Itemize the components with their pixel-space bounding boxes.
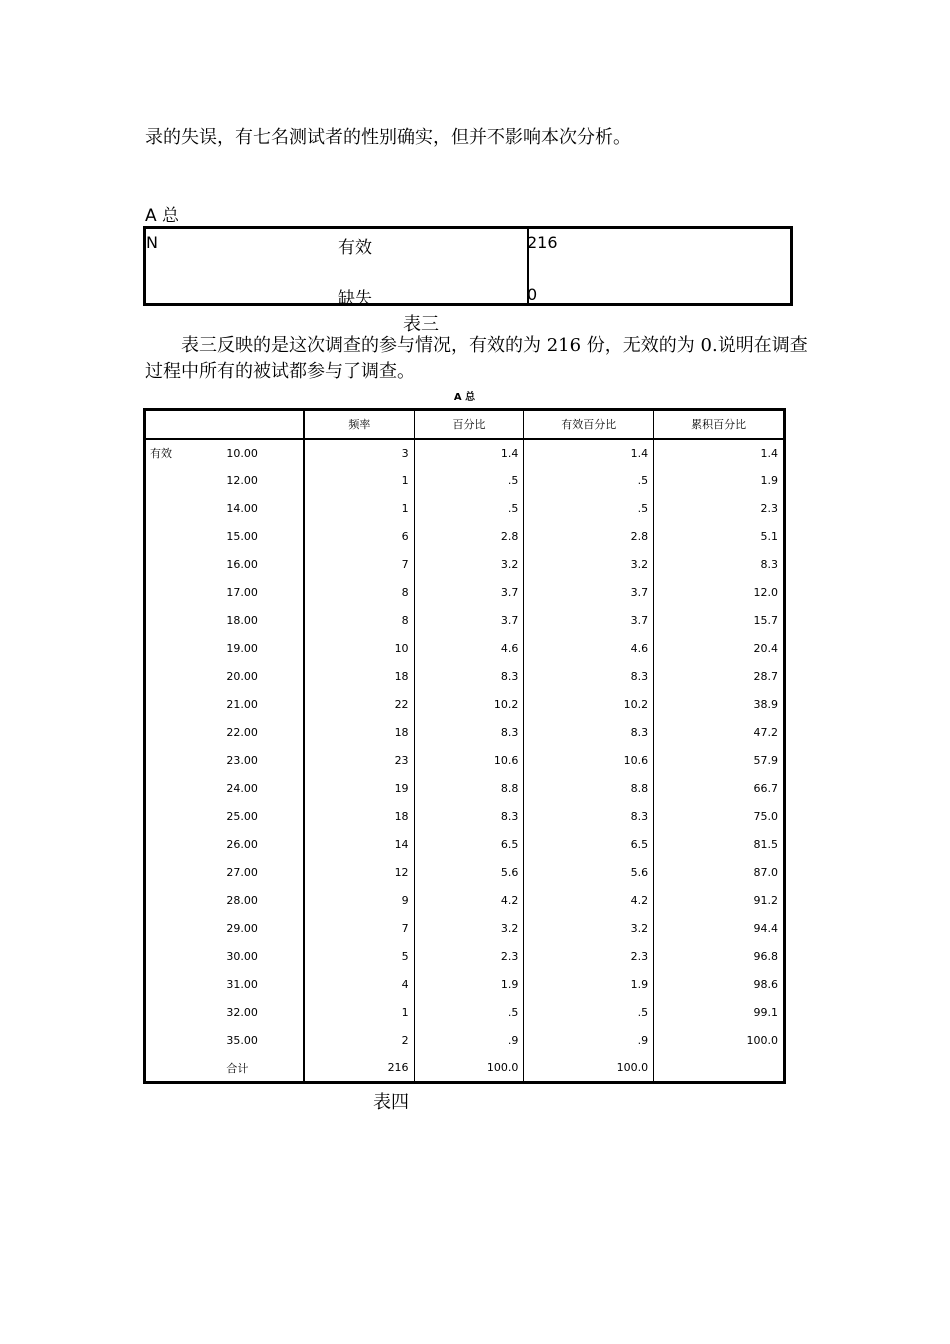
frequency-cell: 4 xyxy=(304,971,414,999)
table-row xyxy=(145,943,785,971)
value-cell: 30.00 xyxy=(224,943,304,971)
cumulative-percent-cell: 100.0 xyxy=(654,1027,785,1055)
percent-cell: 3.2 xyxy=(414,551,524,579)
valid-percent-cell: 3.2 xyxy=(524,551,654,579)
header-blank xyxy=(145,410,225,439)
group-label-cell xyxy=(145,467,225,495)
frequency-cell: 8 xyxy=(304,607,414,635)
group-label-cell xyxy=(145,831,225,859)
cumulative-percent-cell xyxy=(654,1055,785,1083)
cumulative-percent-cell: 8.3 xyxy=(654,551,785,579)
value-cell: 10.00 xyxy=(224,439,304,467)
percent-cell: 8.8 xyxy=(414,775,524,803)
table-row xyxy=(145,439,785,467)
cumulative-percent-cell: 98.6 xyxy=(654,971,785,999)
frequency-cell: 10 xyxy=(304,635,414,663)
valid-percent-cell: 3.2 xyxy=(524,915,654,943)
analysis-paragraph: 表三反映的是这次调查的参与情况，有效的为 216 份，无效的为 0.说明在调查过程中所有的被试都参与了调查。 xyxy=(145,335,808,382)
value-cell: 16.00 xyxy=(224,551,304,579)
group-label-cell xyxy=(145,1027,225,1055)
frequency-cell: 14 xyxy=(304,831,414,859)
valid-label: 有效 xyxy=(338,238,372,258)
cumulative-percent-cell: 2.3 xyxy=(654,495,785,523)
cumulative-percent-cell: 66.7 xyxy=(654,775,785,803)
missing-label: 缺失 xyxy=(338,289,372,309)
percent-cell: 1.4 xyxy=(414,439,524,467)
percent-cell: 1.9 xyxy=(414,971,524,999)
group-label-cell: 有效 xyxy=(150,447,172,460)
cumulative-percent-cell: 75.0 xyxy=(654,803,785,831)
percent-cell: .9 xyxy=(414,1027,524,1055)
cumulative-percent-cell: 15.7 xyxy=(654,607,785,635)
value-cell: 19.00 xyxy=(224,635,304,663)
valid-percent-cell: 2.8 xyxy=(524,523,654,551)
group-label-cell xyxy=(145,859,225,887)
valid-percent-cell: 10.2 xyxy=(524,691,654,719)
group-label-cell xyxy=(145,971,225,999)
percent-cell: 100.0 xyxy=(414,1055,524,1083)
value-cell: 12.00 xyxy=(224,467,304,495)
table-row xyxy=(145,747,785,775)
cumulative-percent-cell: 81.5 xyxy=(654,831,785,859)
table-row xyxy=(145,607,785,635)
n-label: N xyxy=(146,233,158,252)
group-label-cell xyxy=(145,635,225,663)
table-row xyxy=(145,579,785,607)
value-cell: 29.00 xyxy=(224,915,304,943)
cumulative-percent-cell: 5.1 xyxy=(654,523,785,551)
header-valid-percent: 有效百分比 xyxy=(524,410,654,439)
cumulative-percent-cell: 1.9 xyxy=(654,467,785,495)
cumulative-percent-cell: 99.1 xyxy=(654,999,785,1027)
table-row xyxy=(145,831,785,859)
value-cell: 20.00 xyxy=(224,663,304,691)
frequency-table-title: A 总 xyxy=(453,392,476,403)
valid-percent-cell: 2.3 xyxy=(524,943,654,971)
percent-cell: 2.3 xyxy=(414,943,524,971)
valid-percent-cell: 1.9 xyxy=(524,971,654,999)
table-row xyxy=(145,523,785,551)
percent-cell: 10.2 xyxy=(414,691,524,719)
frequency-cell: 7 xyxy=(304,551,414,579)
table-row xyxy=(145,859,785,887)
group-label-cell xyxy=(145,663,225,691)
percent-cell: 10.6 xyxy=(414,747,524,775)
valid-percent-cell: 8.3 xyxy=(524,719,654,747)
valid-percent-cell: .9 xyxy=(524,1027,654,1055)
percent-cell: 4.6 xyxy=(414,635,524,663)
value-cell: 26.00 xyxy=(224,831,304,859)
percent-cell: 6.5 xyxy=(414,831,524,859)
frequency-cell: 1 xyxy=(304,467,414,495)
value-cell: 18.00 xyxy=(224,607,304,635)
group-label-cell xyxy=(145,943,225,971)
header-blank xyxy=(224,410,304,439)
statistics-table xyxy=(143,226,793,309)
value-cell: 15.00 xyxy=(224,523,304,551)
percent-cell: 5.6 xyxy=(414,859,524,887)
table-row xyxy=(145,999,785,1027)
group-label-cell xyxy=(145,691,225,719)
total-row xyxy=(145,1055,785,1083)
percent-cell: 3.2 xyxy=(414,915,524,943)
frequency-table-body xyxy=(145,439,785,1083)
cumulative-percent-cell: 12.0 xyxy=(654,579,785,607)
header-row xyxy=(145,410,785,439)
table-row xyxy=(145,635,785,663)
value-cell: 22.00 xyxy=(224,719,304,747)
cumulative-percent-cell: 38.9 xyxy=(654,691,785,719)
group-label-cell xyxy=(145,607,225,635)
value-cell: 31.00 xyxy=(224,971,304,999)
cumulative-percent-cell: 20.4 xyxy=(654,635,785,663)
header-percent: 百分比 xyxy=(414,410,524,439)
group-label-cell xyxy=(145,999,225,1027)
valid-percent-cell: .5 xyxy=(524,495,654,523)
percent-cell: 8.3 xyxy=(414,719,524,747)
table-row xyxy=(145,971,785,999)
frequency-cell: 22 xyxy=(304,691,414,719)
stats-table-caption: A 总 xyxy=(145,206,180,226)
valid-percent-cell: 6.5 xyxy=(524,831,654,859)
table-row xyxy=(145,467,785,495)
percent-cell: 3.7 xyxy=(414,607,524,635)
frequency-cell: 2 xyxy=(304,1027,414,1055)
percent-cell: .5 xyxy=(414,495,524,523)
frequency-cell: 9 xyxy=(304,887,414,915)
cumulative-percent-cell: 96.8 xyxy=(654,943,785,971)
frequency-cell: 8 xyxy=(304,579,414,607)
frequency-cell: 18 xyxy=(304,803,414,831)
group-label-cell xyxy=(145,887,225,915)
group-label-cell xyxy=(145,719,225,747)
cumulative-percent-cell: 94.4 xyxy=(654,915,785,943)
valid-percent-cell: 3.7 xyxy=(524,607,654,635)
cumulative-percent-cell: 91.2 xyxy=(654,887,785,915)
table-row xyxy=(145,495,785,523)
frequency-cell: 1 xyxy=(304,495,414,523)
table-row xyxy=(145,915,785,943)
percent-cell: 4.2 xyxy=(414,887,524,915)
cumulative-percent-cell: 1.4 xyxy=(654,439,785,467)
valid-percent-cell: 5.6 xyxy=(524,859,654,887)
frequency-cell: 19 xyxy=(304,775,414,803)
frequency-cell: 12 xyxy=(304,859,414,887)
valid-percent-cell: .5 xyxy=(524,467,654,495)
percent-cell: .5 xyxy=(414,999,524,1027)
value-cell: 23.00 xyxy=(224,747,304,775)
frequency-cell: 18 xyxy=(304,663,414,691)
value-cell: 14.00 xyxy=(224,495,304,523)
valid-percent-cell: 100.0 xyxy=(524,1055,654,1083)
group-label-cell xyxy=(145,775,225,803)
frequency-cell: 7 xyxy=(304,915,414,943)
missing-value: 0 xyxy=(527,285,538,304)
value-cell: 25.00 xyxy=(224,803,304,831)
percent-cell: 3.7 xyxy=(414,579,524,607)
header-cumulative-percent: 累积百分比 xyxy=(654,410,785,439)
valid-percent-cell: 4.6 xyxy=(524,635,654,663)
table-three-caption: 表三 xyxy=(403,314,439,335)
percent-cell: 8.3 xyxy=(414,803,524,831)
cumulative-percent-cell: 87.0 xyxy=(654,859,785,887)
table-row xyxy=(145,551,785,579)
frequency-cell: 1 xyxy=(304,999,414,1027)
cumulative-percent-cell: 28.7 xyxy=(654,663,785,691)
percent-cell: 8.3 xyxy=(414,663,524,691)
frequency-cell: 216 xyxy=(304,1055,414,1083)
frequency-cell: 18 xyxy=(304,719,414,747)
group-label-cell xyxy=(145,523,225,551)
percent-cell: .5 xyxy=(414,467,524,495)
valid-percent-cell: 10.6 xyxy=(524,747,654,775)
percent-cell: 2.8 xyxy=(414,523,524,551)
value-cell: 17.00 xyxy=(224,579,304,607)
table-row xyxy=(145,775,785,803)
valid-percent-cell: 8.3 xyxy=(524,803,654,831)
value-cell: 32.00 xyxy=(224,999,304,1027)
value-cell: 27.00 xyxy=(224,859,304,887)
valid-percent-cell: 8.8 xyxy=(524,775,654,803)
valid-percent-cell: 8.3 xyxy=(524,663,654,691)
total-label-cell: 合计 xyxy=(224,1055,304,1083)
table-row xyxy=(145,719,785,747)
header-frequency: 频率 xyxy=(304,410,414,439)
table-row xyxy=(145,803,785,831)
value-cell: 24.00 xyxy=(224,775,304,803)
table-row xyxy=(145,691,785,719)
cumulative-percent-cell: 47.2 xyxy=(654,719,785,747)
value-cell: 28.00 xyxy=(224,887,304,915)
table-row xyxy=(145,1027,785,1055)
table-four-caption: 表四 xyxy=(373,1092,409,1113)
group-label-cell xyxy=(145,915,225,943)
frequency-table xyxy=(143,408,786,1084)
intro-paragraph: 录的失误，有七名测试者的性别确实，但并不影响本次分析。 xyxy=(145,127,631,148)
table-row xyxy=(145,663,785,691)
valid-percent-cell: .5 xyxy=(524,999,654,1027)
valid-percent-cell: 4.2 xyxy=(524,887,654,915)
value-cell: 21.00 xyxy=(224,691,304,719)
frequency-cell: 5 xyxy=(304,943,414,971)
group-label-cell xyxy=(145,579,225,607)
group-label-cell xyxy=(145,803,225,831)
valid-percent-cell: 3.7 xyxy=(524,579,654,607)
valid-value: 216 xyxy=(527,233,558,252)
table-row xyxy=(145,887,785,915)
cumulative-percent-cell: 57.9 xyxy=(654,747,785,775)
frequency-cell: 23 xyxy=(304,747,414,775)
frequency-cell: 6 xyxy=(304,523,414,551)
frequency-cell: 3 xyxy=(304,439,414,467)
valid-percent-cell: 1.4 xyxy=(524,439,654,467)
group-label-cell xyxy=(145,495,225,523)
group-label-cell xyxy=(145,747,225,775)
group-label-cell xyxy=(145,1055,225,1083)
value-cell: 35.00 xyxy=(224,1027,304,1055)
group-label-cell xyxy=(145,551,225,579)
